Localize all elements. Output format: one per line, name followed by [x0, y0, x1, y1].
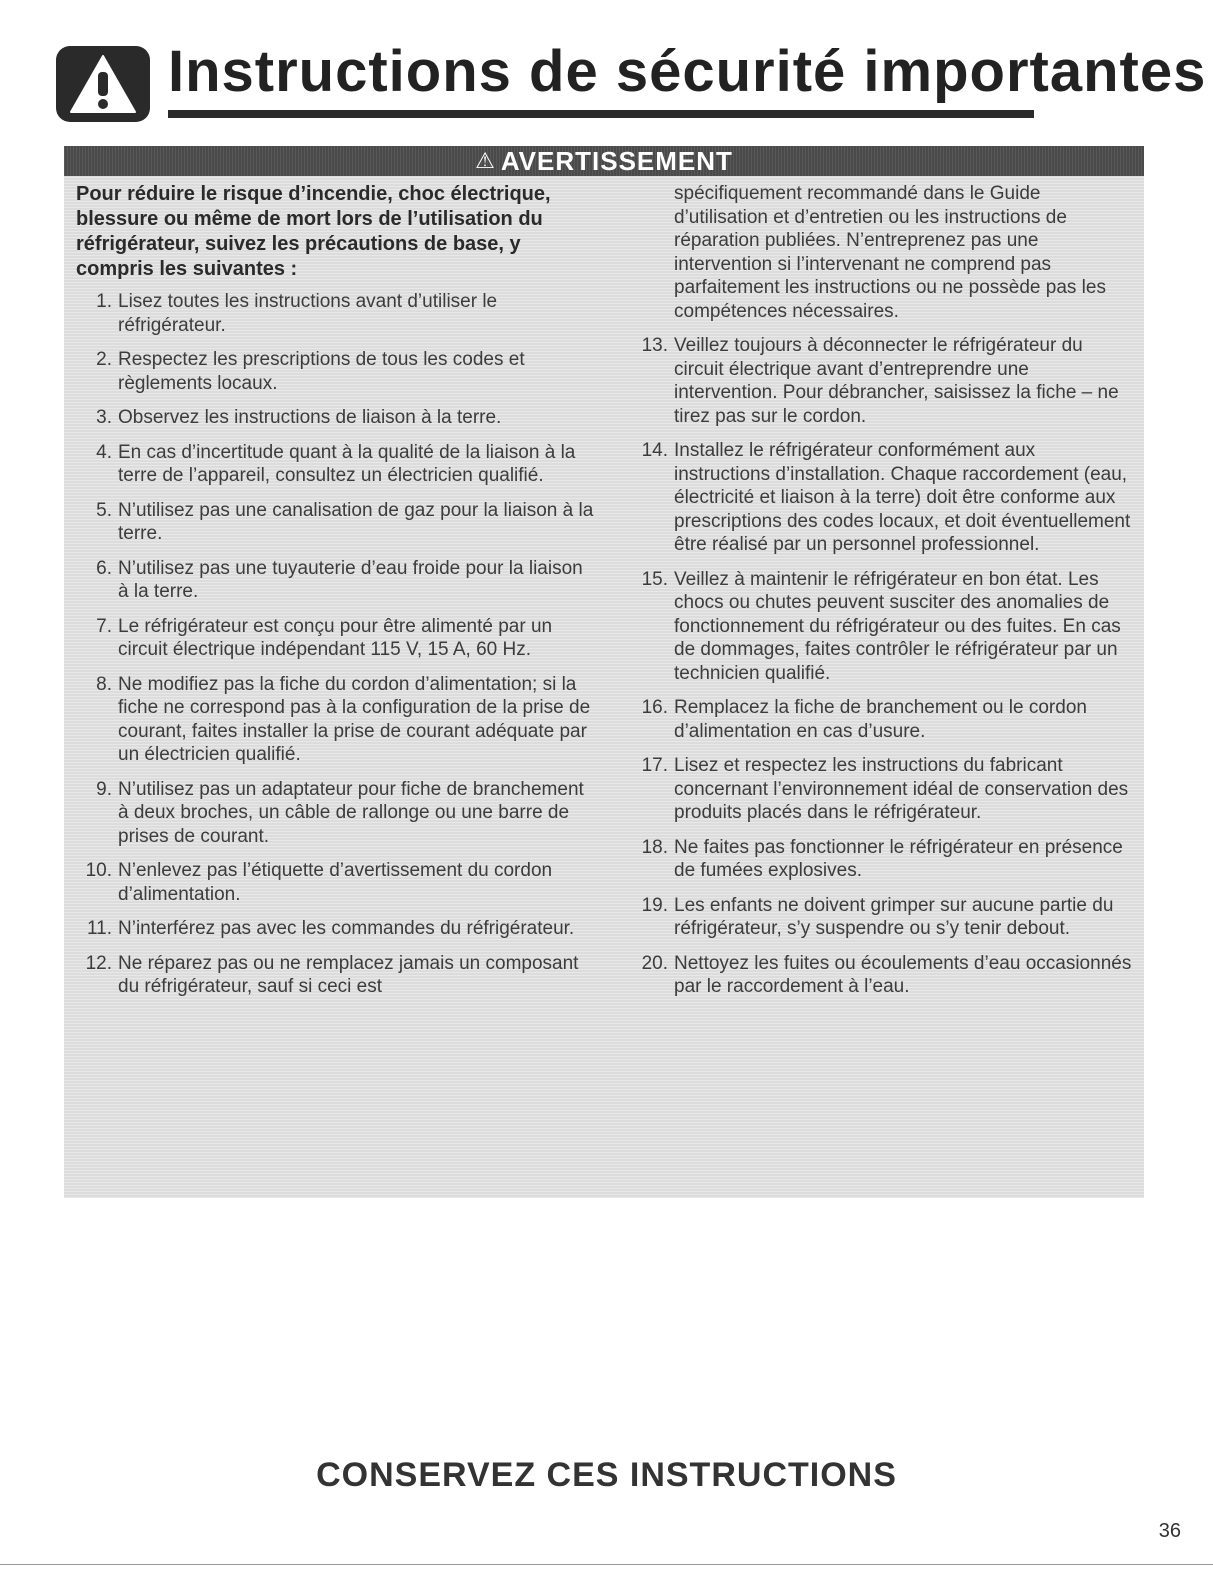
warning-panel	[64, 146, 1144, 1198]
list-item: 9. N’utilisez pas un adaptateur pour fiche de branchement à deux broches, un câble de rallonge ou une barre de prises de courant.	[96, 778, 584, 847]
list-item: 13. Veillez toujours à déconnecter le réfrigérateur du circuit électrique avant d’entreprendre une intervention. Pour débrancher, saisissez la fiche – ne tirez pas sur le cordon.	[641, 335, 1119, 427]
list-item: 14. Installez le réfrigérateur conformément aux instructions d’installation. Chaque raccordement (eau, électricité et liaison à la terre) doit être conforme aux prescriptions des codes locaux, et doit éventuellement être réalisé par un personnel professionnel.	[641, 440, 1131, 555]
item-12-continuation: spécifiquement recommandé dans le Guide d’utilisation et d’entretien ou les instructions de réparation publiées. N’entreprenez pas une intervention si l’intervenant ne comprend pas parfaitement les instructions ou ne possède pas les compétences nécessaires.	[674, 183, 1106, 322]
warning-triangle-icon	[67, 52, 139, 116]
list-item: 11. N’interférez pas avec les commandes du réfrigérateur.	[86, 918, 575, 939]
list-item: 20. Nettoyez les fuites ou écoulements d’eau occasionnés par le raccordement à l’eau.	[641, 952, 1132, 997]
warning-badge	[56, 46, 150, 122]
list-item: 19. Les enfants ne doivent grimper sur aucune partie du réfrigérateur, s’y suspendre ou s’y tenir debout.	[641, 894, 1114, 939]
page-title: Instructions de sécurité importantes	[168, 39, 1207, 104]
footer-title: CONSERVEZ CES INSTRUCTIONS	[316, 1456, 897, 1494]
intro-text: Pour réduire le risque d’incendie, choc électrique, blessure ou même de mort lors de l’utilisation du réfrigérateur, suivez les précautions de base, y compris les suivantes :	[76, 183, 551, 280]
list-item: 10. N’enlevez pas l’étiquette d’avertissement du cordon d’alimentation.	[85, 860, 553, 905]
list-item: 18. Ne faites pas fonctionner le réfrigérateur en présence de fumées explosives.	[641, 836, 1123, 881]
list-item: 17. Lisez et respectez les instructions du fabricant concernant l’environnement idéal de conservation des produits placés dans le réfrigérateur.	[641, 755, 1129, 823]
list-item: 1. Lisez toutes les instructions avant d’utiliser le réfrigérateur.	[96, 291, 498, 336]
list-item: 4. En cas d’incertitude quant à la qualité de la liaison à la terre de l’appareil, consultez un électricien qualifié.	[96, 441, 576, 486]
safety-list-right	[632, 334, 1132, 999]
list-item: 7. Le réfrigérateur est conçu pour être alimenté par un circuit électrique indépendant 115 V, 15 A, 60 Hz.	[96, 615, 553, 660]
list-item: 8. Ne modifiez pas la fiche du cordon d’alimentation; si la fiche ne correspond pas à la configuration de la prise de courant, faites installer la prise de courant adéquate par un électricien qualifié.	[96, 673, 591, 765]
list-item: 12. Ne réparez pas ou ne remplacez jamais un composant du réfrigérateur, sauf si ceci est	[85, 952, 579, 997]
list-item: 2. Respectez les prescriptions de tous les codes et règlements locaux.	[96, 349, 525, 394]
list-item: 3. Observez les instructions de liaison à la terre.	[96, 407, 502, 428]
title-underline	[168, 110, 1034, 118]
alert-icon: ⚠	[475, 148, 495, 173]
banner-label: AVERTISSEMENT	[500, 146, 733, 176]
page-header	[56, 38, 1207, 122]
warning-banner	[64, 146, 1144, 176]
list-item: 6. N’utilisez pas une tuyauterie d’eau froide pour la liaison à la terre.	[96, 557, 583, 602]
safety-list-left	[76, 290, 596, 999]
bottom-divider	[0, 1564, 1213, 1565]
list-item: 15. Veillez à maintenir le réfrigérateur en bon état. Les chocs ou chutes peuvent susciter des anomalies de fonctionnement du réfrigérateur ou des fuites. En cas de dommages, faites contrôler le réfrigérateur par un technicien qualifié.	[641, 568, 1121, 684]
list-item: 16. Remplacez la fiche de branchement ou le cordon d’alimentation en cas d’usure.	[641, 697, 1087, 742]
list-item: 5. N’utilisez pas une canalisation de gaz pour la liaison à la terre.	[96, 499, 594, 544]
left-column	[76, 182, 596, 1010]
page-number: 36	[1158, 1520, 1181, 1542]
right-column	[632, 182, 1132, 1010]
